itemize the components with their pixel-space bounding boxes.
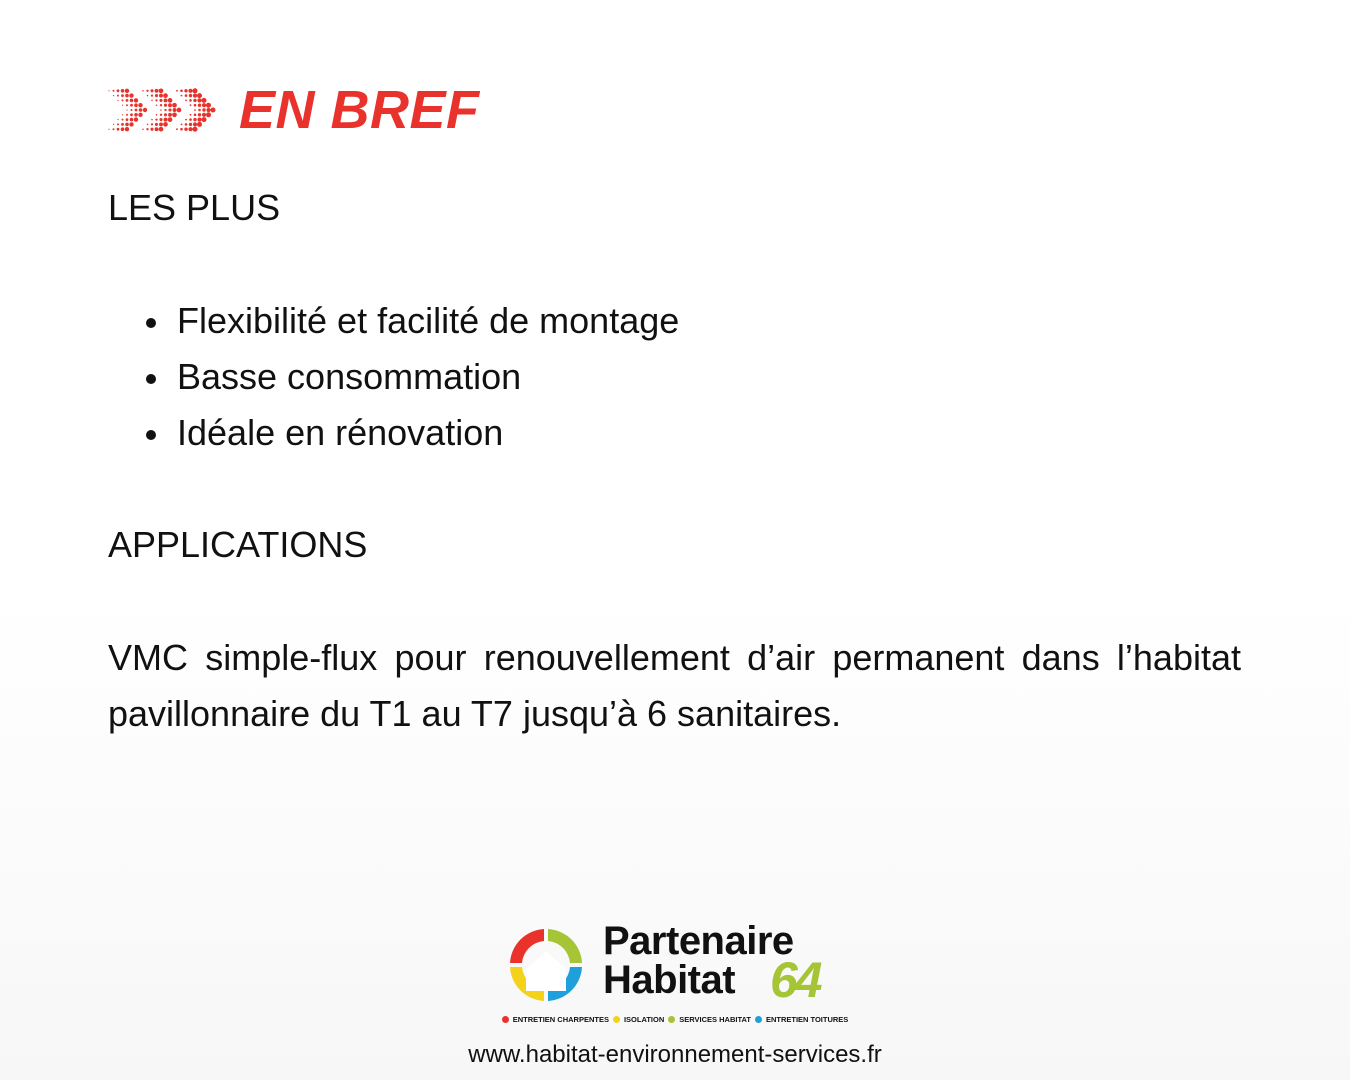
list-item [108, 356, 679, 412]
list-item [108, 412, 679, 468]
service-dot-icon [668, 1016, 675, 1023]
service-item [613, 1015, 664, 1024]
applications-heading: APPLICATIONS [108, 524, 368, 565]
logo-number: 64 [770, 952, 820, 1008]
bullet-icon [146, 374, 156, 384]
list-item-label: Idéale en rénovation [177, 412, 504, 453]
service-label: SERVICES HABITAT [679, 1015, 751, 1024]
section-header [107, 80, 480, 140]
les-plus-heading: LES PLUS [108, 187, 281, 228]
service-dot-icon [502, 1016, 509, 1023]
logo-text-partenaire: Partenaire [603, 919, 794, 963]
applications-text: VMC simple-flux pour renouvellement d’air permanent dans l’habitat pavillonnaire du T1 au T7 jusqu’à 6 sanitaires. [108, 637, 1241, 734]
bullet-icon [146, 318, 156, 328]
logo-services-row [500, 1015, 850, 1024]
website-url: www.habitat-environnement-services.fr [468, 1041, 882, 1068]
house-logo-icon [500, 919, 592, 1011]
triple-chevron-right-icon [107, 88, 225, 132]
service-item [668, 1015, 751, 1024]
list-item-label: Flexibilité et facilité de montage [177, 300, 680, 341]
service-item [755, 1015, 848, 1024]
service-label: ISOLATION [623, 1015, 665, 1024]
service-item [502, 1015, 609, 1024]
advantages-list [108, 300, 679, 468]
service-label: ENTRETIEN TOITURES [765, 1015, 849, 1024]
partenaire-habitat-logo [500, 915, 850, 1027]
logo-text-habitat: Habitat [603, 958, 736, 1002]
service-label: ENTRETIEN CHARPENTES [512, 1015, 609, 1024]
page-title: EN BREF [239, 80, 480, 140]
service-dot-icon [755, 1016, 762, 1023]
bullet-icon [146, 430, 156, 440]
service-dot-icon [613, 1016, 620, 1023]
list-item-label: Basse consommation [177, 356, 522, 397]
list-item [108, 300, 679, 356]
